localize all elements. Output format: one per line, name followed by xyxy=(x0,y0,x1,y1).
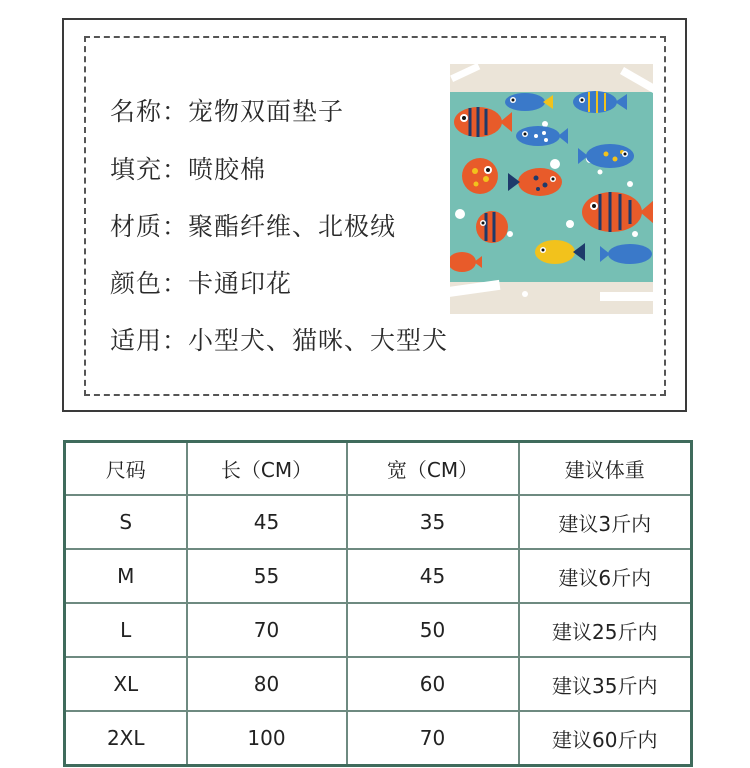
header-width: 宽（CM） xyxy=(347,442,519,496)
cell-length: 70 xyxy=(187,603,347,657)
spec-filling: 填充：喷胶棉 xyxy=(110,155,267,184)
table-row xyxy=(65,657,692,711)
table-header-row xyxy=(65,442,692,496)
size-table xyxy=(63,440,693,767)
cell-weight: 建议60斤内 xyxy=(519,711,692,766)
cell-size: S xyxy=(65,495,187,549)
cell-size: XL xyxy=(65,657,187,711)
header-weight: 建议体重 xyxy=(519,442,692,496)
cell-length: 100 xyxy=(187,711,347,766)
table-row xyxy=(65,495,692,549)
cell-width: 45 xyxy=(347,549,519,603)
spec-name: 名称：宠物双面垫子 xyxy=(110,97,345,126)
spec-color: 颜色：卡通印花 xyxy=(110,269,293,298)
cell-width: 70 xyxy=(347,711,519,766)
fish-pattern-pet-mat-icon xyxy=(450,64,653,314)
spec-suitable: 适用：小型犬、猫咪、大型犬 xyxy=(110,326,449,355)
cell-length: 45 xyxy=(187,495,347,549)
table-row xyxy=(65,549,692,603)
cell-size: M xyxy=(65,549,187,603)
cell-size: L xyxy=(65,603,187,657)
product-photo xyxy=(450,64,653,314)
table-row xyxy=(65,711,692,766)
cell-weight: 建议6斤内 xyxy=(519,549,692,603)
cell-size: 2XL xyxy=(65,711,187,766)
cell-length: 80 xyxy=(187,657,347,711)
cell-width: 50 xyxy=(347,603,519,657)
table-row xyxy=(65,603,692,657)
spec-material: 材质：聚酯纤维、北极绒 xyxy=(110,212,397,241)
header-size: 尺码 xyxy=(65,442,187,496)
cell-weight: 建议35斤内 xyxy=(519,657,692,711)
cell-width: 60 xyxy=(347,657,519,711)
cell-weight: 建议3斤内 xyxy=(519,495,692,549)
cell-length: 55 xyxy=(187,549,347,603)
cell-weight: 建议25斤内 xyxy=(519,603,692,657)
header-length: 长（CM） xyxy=(187,442,347,496)
cell-width: 35 xyxy=(347,495,519,549)
